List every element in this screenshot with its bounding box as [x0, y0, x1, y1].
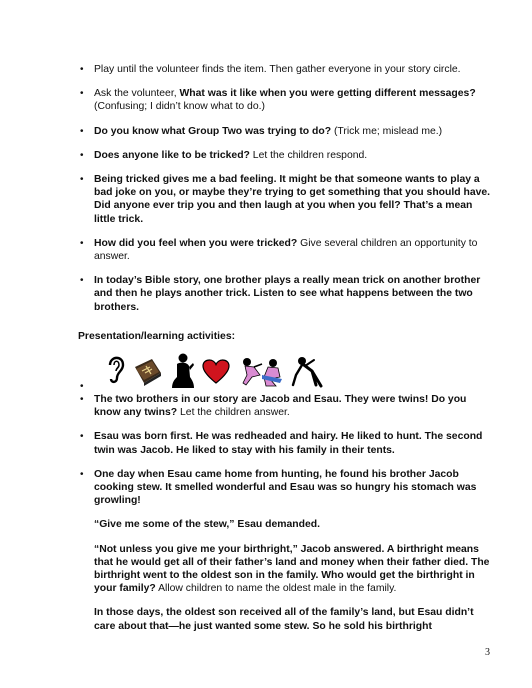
bullet-item	[80, 125, 494, 138]
bold-text: “Not unless you give me your birthright,” Jacob answered. A birthright means that he would get all of their father’s land and money when their father died. The birthright went to the oldest son in the family. Who would get the birthright in your family?	[94, 543, 490, 595]
bold-text: In today’s Bible story, one brother plays a really mean trick on another brother and then he plays another trick. Listen to see what happens between the two brothers.	[94, 275, 481, 313]
bold-text: “Give me some of the stew,” Esau demanded.	[94, 519, 320, 531]
bullet-item	[80, 468, 494, 633]
text: (Trick me; mislead me.)	[331, 125, 443, 137]
bold-text: Being tricked gives me a bad feeling. It might be that someone wants to play a bad joke on you, or maybe they’re trying to get something that you should have. Did anyone ever trip you and then laugh at you when you fell? That’s a mean little trick.	[94, 174, 491, 225]
kneeling-figures-icon	[240, 355, 286, 389]
bullet-glyph: •	[80, 237, 84, 249]
text: Play until the volunteer finds the item. Then gather everyone in your story circle.	[94, 64, 461, 75]
ear-icon	[106, 353, 126, 385]
bullet-glyph: •	[80, 64, 84, 75]
bullet-item	[80, 274, 494, 314]
bold-text: In those days, the oldest son received all of the family’s land, but Esau didn’t care about that—he just wanted some stew. So he sold his birthright	[94, 607, 474, 632]
stretching-person-icon	[290, 353, 324, 389]
heart-icon	[202, 359, 230, 385]
bullet-glyph: •	[80, 394, 84, 405]
bullet-glyph: •	[80, 88, 84, 100]
bullet-item	[80, 430, 494, 456]
paragraph	[94, 543, 494, 596]
bold-text: Does anyone like to be tricked?	[94, 149, 250, 161]
text: Give several children an opportunity to answer.	[94, 237, 478, 263]
bold-text: How did you feel when you were tricked?	[94, 237, 298, 249]
instruction-list-top	[80, 63, 494, 314]
bullet-glyph: •	[80, 125, 84, 137]
instruction-list-bottom	[80, 393, 494, 633]
bullet-glyph: •	[80, 431, 84, 443]
bullet-glyph: •	[80, 468, 84, 480]
bold-text: Do you know what Group Two was trying to do?	[94, 125, 332, 137]
bullet-item	[80, 87, 494, 113]
bullet-item	[80, 149, 494, 162]
text: Let the children answer.	[177, 407, 290, 419]
text: Ask the volunteer,	[94, 88, 180, 100]
paragraph	[94, 606, 494, 632]
bullet-glyph: •	[80, 275, 84, 287]
paragraph	[94, 518, 494, 531]
bullet-glyph: •	[80, 381, 84, 392]
bullet-item	[80, 173, 494, 226]
text: (Confusing; I didn’t know what to do.)	[94, 101, 265, 113]
text: Let the children respond.	[249, 149, 368, 161]
text: Allow children to name the oldest male in the family.	[155, 583, 397, 595]
bullet-item	[80, 237, 494, 263]
bullet-glyph: •	[80, 174, 84, 186]
bullet-item	[80, 63, 494, 76]
praying-person-icon	[168, 353, 196, 389]
section-heading: Presentation/learning activities:	[78, 331, 236, 342]
bold-text: What was it like when you were getting different messages?	[179, 88, 476, 100]
bible-icon	[132, 357, 164, 387]
bold-text: One day when Esau came home from hunting, he found his brother Jacob cooking stew. It smelled wonderful and Esau was so hungry his stomach was growling!	[94, 468, 477, 507]
bullet-item	[80, 393, 494, 419]
page-number: 3	[485, 647, 490, 658]
bullet-glyph: •	[80, 149, 84, 161]
bold-text: Esau was born first. He was redheaded and hairy. He liked to hunt. The second twin was Jacob. He liked to stay with his family in their tents.	[94, 431, 483, 456]
bold-text: The two brothers in our story are Jacob and Esau. They were twins! Do you know any twins?	[94, 394, 467, 419]
